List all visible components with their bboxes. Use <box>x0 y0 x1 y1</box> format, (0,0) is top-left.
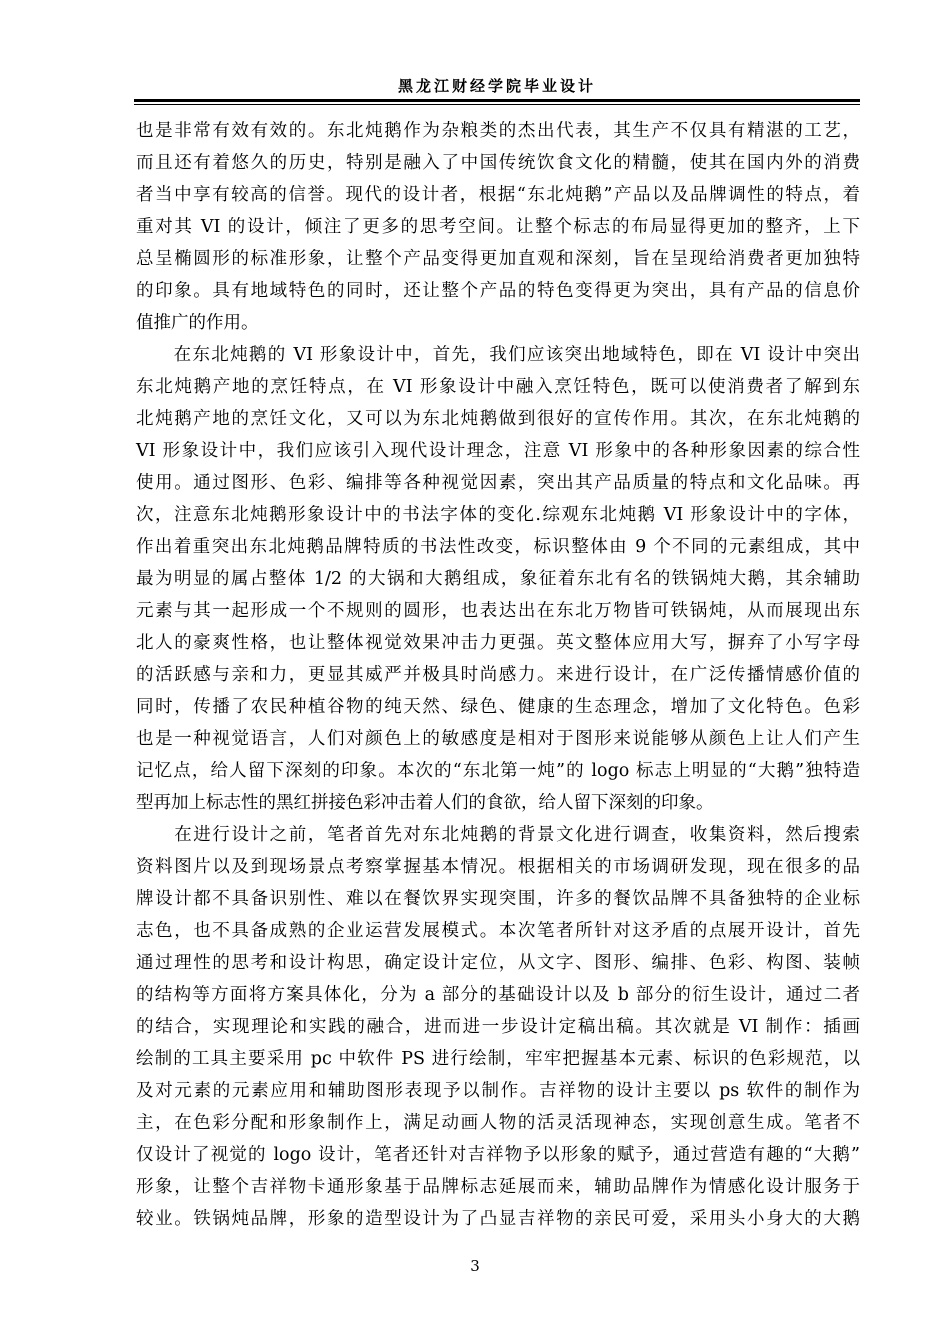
body-line: 也是一种视觉语言，人们对颜色上的敏感度是相对于图形来说能够从颜色上让人们产生 <box>136 729 860 749</box>
body-line: 的印象。具有地域特色的同时，还让整个产品的特色变得更为突出，具有产品的信息价 <box>136 281 860 301</box>
body-line: 志色，也不具备成熟的企业运营发展模式。本次笔者所针对这矛盾的点展开设计，首先 <box>136 921 860 941</box>
body-line: 重对其 VI 的设计，倾注了更多的思考空间。让整个标志的布局显得更加的整齐，上下 <box>136 217 860 237</box>
body-line: 最为明显的属占整体 1/2 的大锅和大鹅组成，象征着东北有名的铁锅炖大鹅，其余辅助 <box>136 569 860 589</box>
page-number: 3 <box>470 1257 480 1275</box>
body-line: 仅设计了视觉的 logo 设计，笔者还针对吉祥物予以形象的赋予，通过营造有趣的“大鹅” <box>136 1145 860 1165</box>
body-line: 东北炖鹅产地的烹饪特点，在 VI 形象设计中融入烹饪特色，既可以使消费者了解到东 <box>136 377 860 397</box>
body-line: 北人的豪爽性格，也让整体视觉效果冲击力更强。英文整体应用大写，摒弃了小写字母 <box>136 633 860 653</box>
body-line: 次，注意东北炖鹅形象设计中的书法字体的变化.综观东北炖鹅 VI 形象设计中的字体， <box>136 505 860 525</box>
body-line: 总呈椭圆形的标准形象，让整个产品变得更加直观和深刻，旨在呈现给消费者更加独特 <box>136 249 860 269</box>
body-line: VI 形象设计中，我们应该引入现代设计理念，注意 VI 形象中的各种形象因素的综合性 <box>136 441 860 461</box>
body-line: 主，在色彩分配和形象制作上，满足动画人物的活灵活现神态，实现创意生成。笔者不 <box>136 1113 860 1133</box>
body-line: 值推广的作用。 <box>136 313 259 333</box>
body-line: 的活跃感与亲和力，更显其威严并极具时尚感力。来进行设计，在广泛传播情感价值的 <box>136 665 860 685</box>
body-line: 形象，让整个吉祥物卡通形象基于品牌标志延展而来，辅助品牌作为情感化设计服务于 <box>136 1177 860 1197</box>
body-line: 绘制的工具主要采用 pc 中软件 PS 进行绘制，牢牢把握基本元素、标识的色彩规范，以 <box>136 1049 860 1069</box>
header-rule-thick <box>134 99 860 102</box>
body-line: 记忆点，给人留下深刻的印象。本次的“东北第一炖”的 logo 标志上明显的“大鹅”独特造 <box>136 761 860 781</box>
header-rule-thin <box>134 104 860 105</box>
body-line: 型再加上标志性的黑红拼接色彩冲击着人们的食欲，给人留下深刻的印象。 <box>136 793 714 813</box>
body-line: 及对元素的元素应用和辅助图形表现予以制作。吉祥物的设计主要以 ps 软件的制作为 <box>136 1081 860 1101</box>
body-line: 者当中享有较高的信誉。现代的设计者，根据“东北炖鹅”产品以及品牌调性的特点，着 <box>136 185 860 205</box>
body-line: 在进行设计之前，笔者首先对东北炖鹅的背景文化进行调查，收集资料，然后搜索 <box>136 825 860 845</box>
body-line: 在东北炖鹅的 VI 形象设计中，首先，我们应该突出地域特色，即在 VI 设计中突出 <box>136 345 860 365</box>
body-line: 同时，传播了农民种植谷物的纯天然、绿色、健康的生态理念，增加了文化特色。色彩 <box>136 697 860 717</box>
body-line: 的结合，实现理论和实践的融合，进而进一步设计定稿出稿。其次就是 VI 制作：插画 <box>136 1017 860 1037</box>
body-line: 较业。铁锅炖品牌，形象的造型设计为了凸显吉祥物的亲民可爱，采用头小身大的大鹅 <box>136 1209 860 1229</box>
body-line: 使用。通过图形、色彩、编排等各种视觉因素，突出其产品质量的特点和文化品味。再 <box>136 473 860 493</box>
page-header-title: 黑龙江财经学院毕业设计 <box>397 77 596 95</box>
body-line: 资料图片以及到现场景点考察掌握基本情况。根据相关的市场调研发现，现在很多的品 <box>136 857 860 877</box>
body-line: 而且还有着悠久的历史，特别是融入了中国传统饮食文化的精髓，使其在国内外的消费 <box>136 153 860 173</box>
body-line: 北炖鹅产地的烹饪文化，又可以为东北炖鹅做到很好的宣传作用。其次，在东北炖鹅的 <box>136 409 860 429</box>
body-line: 也是非常有效有效的。东北炖鹅作为杂粮类的杰出代表，其生产不仅具有精湛的工艺， <box>136 121 860 141</box>
body-line: 通过理性的思考和设计构思，确定设计定位，从文字、图形、编排、色彩、构图、装帧 <box>136 953 860 973</box>
body-text <box>136 115 860 1235</box>
body-line: 的结构等方面将方案具体化，分为 a 部分的基础设计以及 b 部分的衍生设计，通过二者 <box>136 985 860 1005</box>
body-line: 作出着重突出东北炖鹅品牌特质的书法性改变，标识整体由 9 个不同的元素组成，其中 <box>136 537 860 557</box>
body-line: 元素与其一起形成一个不规则的圆形，也表达出在东北万物皆可铁锅炖，从而展现出东 <box>136 601 860 621</box>
body-line: 牌设计都不具备识别性、难以在餐饮界实现突围，许多的餐饮品牌不具备独特的企业标 <box>136 889 860 909</box>
